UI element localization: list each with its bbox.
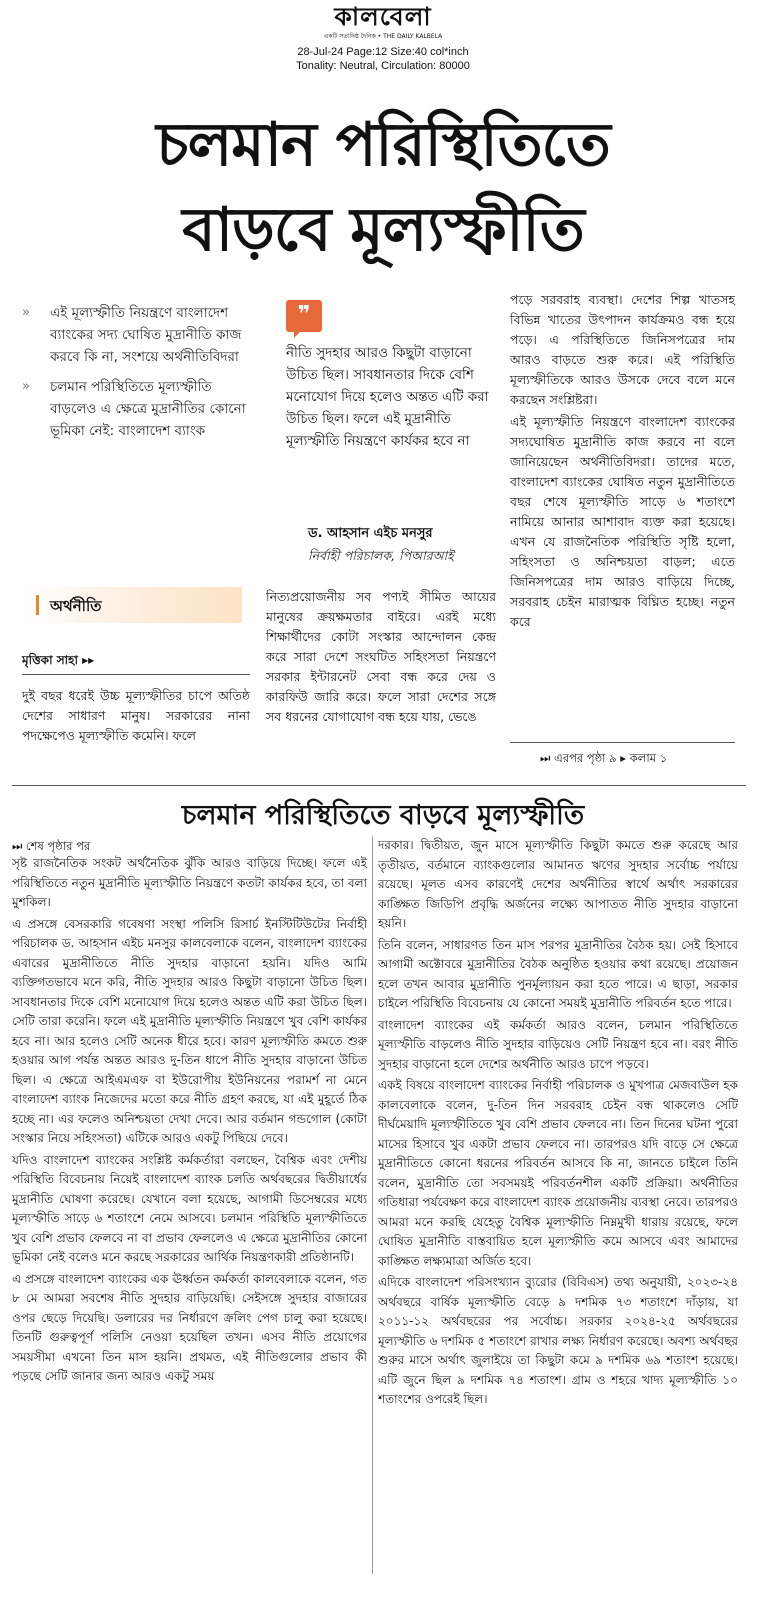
- continuation-headline: চলমান পরিস্থিতিতে বাড়বে মূল্যস্ফীতি: [181, 800, 585, 831]
- paragraph: এ প্রসঙ্গে বেসরকারি গবেষণা সংস্থা পলিসি রিসার্চ ইনস্টিটিউটের নির্বাহী পরিচালক ড. আহসান এইচ মনসুর কালবেলাকে বলেন, বাংলাদেশ ব্যাংকের এবারের মুদ্রানীতিতে নীতি সুদহার বাড়ানো হয়নি। যদিও আমি ব্যক্তিগতভাবে মনে করি, নীতি সুদহার আরও কিছুটা বাড়ানো উচিত ছিল। সাবধানতার দিকে বেশি মনোযোগ দিয়ে হলেও অন্তত এটি করা উচিত ছিল। সেটি তারা করেনি। ফলে এই মুদ্রানীতি মূল্যস্ফীতি নিয়ন্ত্রণে খুব বেশি কার্যকর হবে না। আর হলেও সেটি অনেক ধীরে হবে। কারণ মূল্যস্ফীতি কমতে শুরু হওয়ার আগ পর্যন্ত অন্তত আরও দু-তিন ধাপে নীতি সুদহার বাড়ানো উচিত ছিল। এ ক্ষেত্রে আইএমএফ বা ইউরোপীয় ইউনিয়নের পরামর্শ না মেনে বাংলাদেশ ব্যাংক নিজেদের মতো করে নীতি গ্রহণ করছে, যা এই মুহূর্তে ঠিক হচ্ছে না। এর ফলেও অনিশ্চয়তা দেখা দেবে। আর বর্তমান গন্ডগোল (কোটা সংস্কার নিয়ে সহিংসতা) এটিকে আরও একটু পিছিয়ে দেবে।: [12, 916, 367, 1145]
- section-label: অর্থনীতি: [50, 597, 102, 615]
- double-chevron-icon: »: [22, 379, 30, 394]
- highlights: [22, 302, 250, 450]
- section-tag: [22, 587, 242, 623]
- section-divider: [12, 785, 746, 786]
- clipping-meta-line1: 28-Jul-24 Page:12 Size:40 col*inch: [297, 46, 469, 58]
- clipping-meta-line2: Tonality: Neutral, Circulation: 80000: [296, 60, 470, 72]
- masthead: [0, 4, 766, 72]
- double-chevron-icon: »: [22, 305, 30, 320]
- paragraph: তিনি বলেন, সাধারণত তিন মাস পরপর মুদ্রানীতির বৈঠক হয়। সেই হিসাবে আগামী অক্টোবরে মুদ্রানীতির বৈঠক অনুষ্ঠিত হওয়ার কথা রয়েছে। প্রয়োজন হলে তখন আবার মুদ্রানীতি পুনর্মূল্যায়ন করা হতে পারে। এ ছাড়া, সরকার চাইলে পরিস্থিতি বিবেচনায় যে কোনো সময়ই মুদ্রানীতি পরিবর্তন হতে পারে।: [378, 937, 738, 1010]
- body-column-right: [510, 290, 735, 634]
- section-bar: [36, 595, 39, 615]
- continued-notice: ⏭ এরপর পৃষ্ঠা ৯ ▸ কলাম ১: [540, 751, 668, 765]
- paragraph: এদিকে বাংলাদেশ পরিসংখ্যান ব্যুরোর (বিবিএস) তথ্য অনুযায়ী, ২০২৩-২৪ অর্থবছরে বার্ষিক মূল্যস্ফীতি বেড়ে ৯ দশমিক ৭৩ শতাংশে দাঁড়ায়, যা ২০১১-১২ অর্থবছরের পর সর্বোচ্চ। সরকার ২০২৪-২৫ অর্থবছরের মূল্যস্ফীতি ৬ দশমিক ৫ শতাংশে রাখার লক্ষ্য নির্ধারণ করেছে। অবশ্য অর্থবছর শুরুর মাসে অর্থাৎ জুলাইয়ে তা কিছুটা কমে ৯ দশমিক ৬৯ শতাংশ হয়েছে। এটি জুনে ছিল ৯ দশমিক ৭৪ শতাংশ। গ্রাম ও শহরে খাদ্য মূল্যস্ফীতি ১০ শতাংশের ওপরেই ছিল।: [378, 1275, 738, 1406]
- byline-rule: [22, 674, 250, 675]
- pull-quote: নীতি সুদহার আরও কিছুটা বাড়ানো উচিত ছিল। সাবধানতার দিকে বেশি মনোযোগ দিয়ে হলেও অন্তত এটি করা উচিত ছিল। ফলে এই মুদ্রানীতি মূল্যস্ফীতি নিয়ন্ত্রণে কার্যকর হবে না: [286, 345, 489, 449]
- headline-line2: বাড়বে মূল্যস্ফীতি: [182, 195, 584, 265]
- highlight-item: [22, 376, 250, 442]
- paragraph: পড়ে সরবরাহ ব্যবস্থা। দেশের শিল্প খাতসহ বিভিন্ন খাতের উৎপাদন কার্যক্রমও বন্ধ হয়ে পড়ে। এ পরিস্থিতিতে জিনিসপত্রের দাম আরও বাড়তে শুরু করে। এই পরিস্থিতি মূল্যস্ফীতিকে আরও উসকে দেবে বলে মনে করছেন সংশ্লিষ্টরা।: [510, 292, 735, 407]
- intro-text: দুই বছর ধরেই উচ্চ মূল্যস্ফীতির চাপে অতিষ্ঠ দেশের সাধারণ মানুষ। সরকারের নানা পদক্ষেপেও মূল্যস্ফীতি কমেনি। ফলে: [22, 688, 250, 743]
- highlight-item: [22, 302, 250, 368]
- paragraph: এ প্রসঙ্গে বাংলাদেশ ব্যাংকের এক ঊর্ধ্বতন কর্মকর্তা কালবেলাকে বলেন, গত ৮ মে আমরা সবশেষ নীতি সুদহার বাড়িয়েছি। সেইসঙ্গে সুদহার বাজারের ওপর ছেড়ে দিয়েছি। ডলারের দর নির্ধারণে ক্রলিং পেগ চালু করা হয়েছে। তিনটি গুরুত্বপূর্ণ পলিসি নেওয়া হয়েছিল তখন। এসব নীতি প্রয়োগের সময়সীমা এখনো তিন মাস হয়নি। প্রথমত, এই নীতিগুলোর প্রভাব কী পড়ছে সেটি জানার জন্য আরও একটু সময়: [12, 1271, 367, 1383]
- continued-from-label: ⏭ শেষ পৃষ্ঠার পর: [12, 839, 91, 853]
- paragraph: দরকার। দ্বিতীয়ত, জুন মাসে মূল্যস্ফীতি কিছুটা কমতে শুরু করেছে আর তৃতীয়ত, বর্তমানে ব্যাংকগুলোর আমানত ঋণের সুদহার সর্বোচ্চ পর্যায়ে রয়েছে। মূলত এসব কারণেই দেশের অর্থনীতির স্বার্থে অর্থাৎ সরকারের কাঙ্ক্ষিত জিডিপি প্রবৃদ্ধি অর্জনের লক্ষ্যে আপাতত নীতি সুদহার বাড়ানো হয়নি।: [378, 838, 738, 930]
- quote-author: ড. আহসান এইচ মনসুর: [308, 526, 433, 541]
- highlight-text: এই মূল্যস্ফীতি নিয়ন্ত্রণে বাংলাদেশ ব্যাংকের সদ্য ঘোষিত মুদ্রানীতি কাজ করবে কি না, সংশয়ে অর্থনীতিবিদরা: [50, 305, 242, 365]
- quote-author-role: নির্বাহী পরিচালক, পিআরআই: [308, 548, 454, 563]
- continuation-column-right: [378, 836, 738, 1412]
- paragraph: সৃষ্ট রাজনৈতিক সংকট অর্থনৈতিক ঝুঁকি আরও বাড়িয়ে দিচ্ছে। ফলে এই পরিস্থিতিতে নতুন মুদ্রানীতি মূল্যস্ফীতি নিয়ন্ত্রণে কতটা কার্যকর হবে, তা বলা মুশকিল।: [12, 856, 367, 909]
- body-column-mid: নিত্যপ্রয়োজনীয় সব পণ্যই সীমিত আয়ের মানুষের ক্রয়ক্ষমতার বাইরে। এরই মধ্যে শিক্ষার্থীদের কোটা সংস্কার আন্দোলন কেন্দ্র করে সারা দেশে সংঘটিত সহিংসতা নিয়ন্ত্রণে সরকার ইন্টারনেট সেবা বন্ধ করে দেয় ও কারফিউ জারি করে। ফলে সারা দেশের সঙ্গে সব ধরনের যোগাযোগ বন্ধ হয়ে যায়, ভেঙে: [266, 589, 496, 724]
- paragraph: বাংলাদেশ ব্যাংকের এই কর্মকর্তা আরও বলেন, চলমান পরিস্থিতিতে মূল্যস্ফীতি বাড়লেও নীতি সুদহার বাড়িয়েও সেটি নিয়ন্ত্রণ হবে না। বরং নীতি সুদহার বাড়ানো হলে দেশের অর্থনীতি আরও চাপে পড়বে।: [378, 1017, 738, 1071]
- quote-icon: ❞: [286, 300, 322, 332]
- paragraph: যদিও বাংলাদেশ ব্যাংকের সংশ্লিষ্ট কর্মকর্তারা বলছেন, বৈশ্বিক এবং দেশীয় পরিস্থিতি বিবেচনায় নিয়েই বাংলাদেশ ব্যাংক চলতি অর্থবছরের দ্বিতীয়ার্ধের মুদ্রানীতি ঘোষণা করেছে। যেখানে বলা হয়েছে, আগামী ডিসেম্বরের মধ্যে মূল্যস্ফীতি সাড়ে ৬ শতাংশে নেমে আসবে। চলমান পরিস্থিতি মূল্যস্ফীতিতে খুব বেশি প্রভাব ফেলবে না বা প্রভাব ফেললেও এ ক্ষেত্রে মুদ্রানীতির কোনো ভূমিকা নেই বলেও মনে করছে সরকারের আর্থিক নিয়ন্ত্রণকারী প্রতিষ্ঠানটি।: [12, 1152, 367, 1264]
- headline-line1: চলমান পরিস্থিতিতে: [156, 110, 610, 180]
- column-divider: [372, 836, 373, 1574]
- paragraph: একই বিষয়ে বাংলাদেশ ব্যাংকের নির্বাহী পরিচালক ও মুখপাত্র মেজবাউল হক কালবেলাকে বলেন, দু-তিন দিন সরবরাহ চেইন বন্ধ থাকলেও সেটি দীর্ঘমেয়াদি মূল্যস্ফীতিতে খুব বেশি প্রভাব ফেলবে না। তিন দিনের ঘটনা পুরো মাসের হিসাবে খুব একটা প্রভাব ফেলবে না। তারপরও যদি বাড়ে সে ক্ষেত্রে মুদ্রানীতিতে কোনো ধরনের পরিবর্তন আসবে কি না, জানতে চাইলে তিনি বলেন, মুদ্রানীতি তো সবসময়ই পরিবর্তনশীল একটি প্রক্রিয়া। অর্থনীতির গতিধারা পর্যবেক্ষণ করে বাংলাদেশ ব্যাংক প্রয়োজনীয় ব্যবস্থা নেবে। তারপরও আমরা মনে করছি যেহেতু বৈশ্বিক মূল্যস্ফীতি নিম্নমুখী ধারায় রয়েছে, ফলে ঘোষিত মুদ্রানীতি বাস্তবায়িত হলে মূল্যস্ফীতি কমে আসবে এবং আমাদের কাঙ্ক্ষিত লক্ষ্যমাত্রা অর্জিত হবে।: [378, 1078, 738, 1268]
- continuation-column-left: [12, 854, 367, 1389]
- newspaper-logo: কালবেলা: [334, 2, 432, 31]
- paragraph: এই মূল্যস্ফীতি নিয়ন্ত্রণে বাংলাদেশ ব্যাংকের সদ্যঘোষিত মুদ্রানীতি কাজ করবে না বলে জানিয়েছেন অর্থনীতিবিদরা। তাদের মতে, বাংলাদেশ ব্যাংকের ঘোষিত নতুন মুদ্রানীতিতে বছর শেষে মূল্যস্ফীতি সাড়ে ৬ শতাংশে নামিয়ে আনার আশাবাদ ব্যক্ত করা হয়েছে। এখন যে রাজনৈতিক পরিস্থিতি সৃষ্টি হলো, সহিংসতা ও অনিশ্চয়তা বাড়ল; এতে জিনিসপত্রের দাম আরও বাড়িয়ে দিচ্ছে, সরবরাহ চেইন মারাত্মক বিঘ্নিত হচ্ছে। নতুন করে: [510, 414, 735, 629]
- byline: মৃত্তিকা সাহা ▸▸: [22, 653, 95, 667]
- continued-rule: [510, 742, 735, 743]
- logo-tagline: একটি সত্যনিষ্ঠ দৈনিক • THE DAILY KALBELA: [323, 33, 443, 40]
- highlight-text: চলমান পরিস্থিতিতে মূল্যস্ফীতি বাড়লেও এ ক্ষেত্রে মুদ্রানীতির কোনো ভূমিকা নেই: বাংলাদেশ ব্যাংক: [50, 379, 246, 439]
